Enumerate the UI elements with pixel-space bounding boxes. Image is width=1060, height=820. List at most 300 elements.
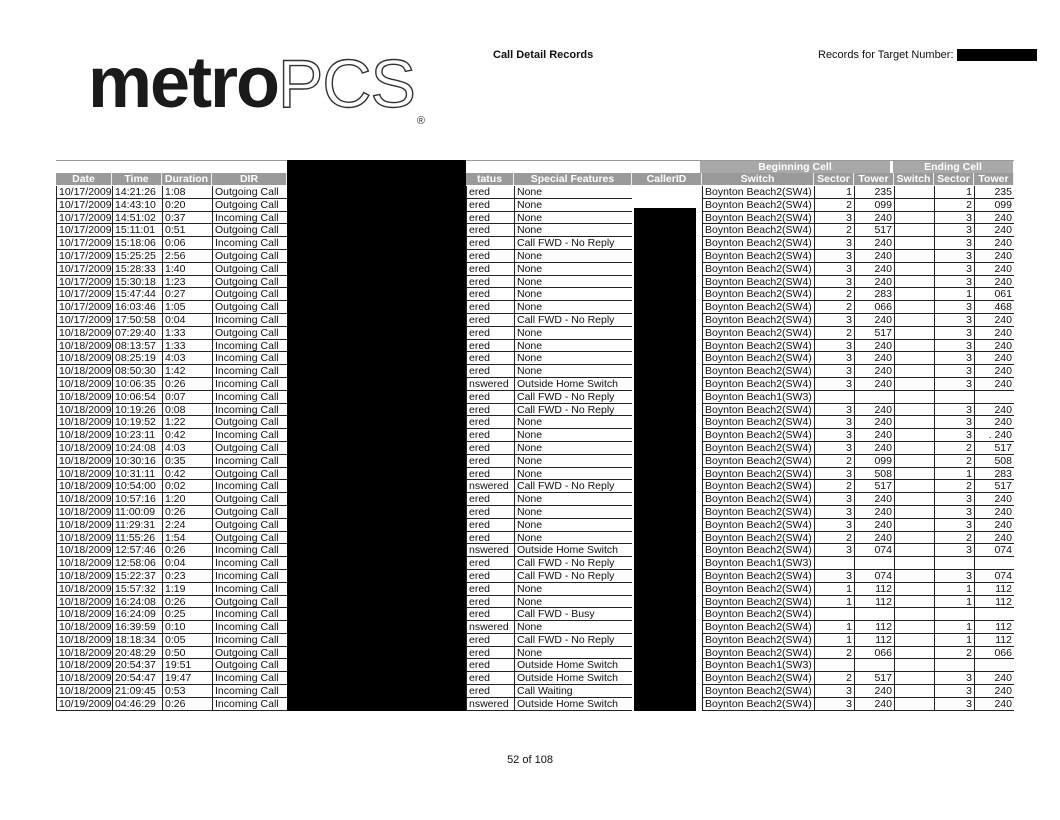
cell-end-switch xyxy=(894,544,934,557)
cell-end-switch xyxy=(894,557,934,570)
cell-end-sector: 3 xyxy=(934,519,974,532)
cell-time: 21:09:45 xyxy=(112,685,162,698)
cell-switch: Boynton Beach2(SW4) xyxy=(702,596,814,609)
cell-switch: Boynton Beach1(SW3) xyxy=(702,557,814,570)
cell-sector: 3 xyxy=(814,340,854,353)
cell-date: 10/18/2009 xyxy=(56,634,112,647)
cell-time: 16:39:59 xyxy=(112,621,162,634)
cell-duration: 0:07 xyxy=(162,391,212,404)
cell-end-sector: 3 xyxy=(934,404,974,417)
cell-special-features: Call FWD - No Reply xyxy=(514,314,632,327)
cell-end-sector: 3 xyxy=(934,365,974,378)
cell-time: 10:54:00 xyxy=(112,480,162,493)
cell-sector: 2 xyxy=(814,327,854,340)
cell-end-switch xyxy=(894,186,934,199)
cell-time: 20:48:29 xyxy=(112,647,162,660)
cell-status: ered xyxy=(466,506,514,519)
cell-end-tower: 240 xyxy=(974,404,1014,417)
col-header-end-tower: Tower xyxy=(974,173,1014,185)
cell-special-features: None xyxy=(514,288,632,301)
cell-dir: Outgoing Call xyxy=(212,647,287,660)
cell-end-tower: 517 xyxy=(974,442,1014,455)
cell-end-switch xyxy=(894,301,934,314)
cell-end-tower: 508 xyxy=(974,455,1014,468)
cell-end-tower xyxy=(974,659,1014,672)
cell-tower: 517 xyxy=(854,327,894,340)
cell-duration: 19:51 xyxy=(162,659,212,672)
cell-end-switch xyxy=(894,659,934,672)
cell-special-features: Outside Home Switch xyxy=(514,544,632,557)
col-header-status: tatus xyxy=(466,173,514,185)
cell-status: ered xyxy=(466,519,514,532)
cell-time: 08:50:30 xyxy=(112,365,162,378)
cell-end-switch xyxy=(894,199,934,212)
table-row xyxy=(56,659,1014,672)
cell-end-tower: 074 xyxy=(974,570,1014,583)
cell-status: ered xyxy=(466,583,514,596)
cell-date: 10/17/2009 xyxy=(56,186,112,199)
table-row xyxy=(56,596,1014,609)
cell-switch: Boynton Beach2(SW4) xyxy=(702,544,814,557)
cell-end-sector: 2 xyxy=(934,532,974,545)
cell-end-sector: 3 xyxy=(934,314,974,327)
cell-dir: Outgoing Call xyxy=(212,493,287,506)
cell-end-tower: 240 xyxy=(974,237,1014,250)
cell-sector: 2 xyxy=(814,647,854,660)
cell-end-switch xyxy=(894,212,934,225)
cell-status: ered xyxy=(466,493,514,506)
cell-end-sector: 3 xyxy=(934,672,974,685)
cell-tower: 099 xyxy=(854,455,894,468)
cell-date: 10/18/2009 xyxy=(56,442,112,455)
cell-tower: 112 xyxy=(854,621,894,634)
cell-time: 14:51:02 xyxy=(112,212,162,225)
cell-special-features: None xyxy=(514,621,632,634)
cell-dir: Incoming Call xyxy=(212,480,287,493)
cell-dir: Outgoing Call xyxy=(212,442,287,455)
col-header-tower: Tower xyxy=(854,173,894,185)
cell-date: 10/18/2009 xyxy=(56,519,112,532)
cell-duration: 0:05 xyxy=(162,634,212,647)
cell-date: 10/18/2009 xyxy=(56,416,112,429)
table-row xyxy=(56,416,1014,429)
cell-end-sector: 3 xyxy=(934,301,974,314)
cell-end-tower: 240 xyxy=(974,224,1014,237)
table-row xyxy=(56,301,1014,314)
cell-switch: Boynton Beach2(SW4) xyxy=(702,416,814,429)
cell-end-tower: 240 xyxy=(974,340,1014,353)
cell-switch: Boynton Beach2(SW4) xyxy=(702,608,814,621)
cell-end-sector: 3 xyxy=(934,698,974,711)
cell-date: 10/18/2009 xyxy=(56,659,112,672)
cell-sector xyxy=(814,557,854,570)
cell-switch: Boynton Beach2(SW4) xyxy=(702,263,814,276)
cell-status: nswered xyxy=(466,480,514,493)
cell-sector: 3 xyxy=(814,352,854,365)
cell-sector: 3 xyxy=(814,544,854,557)
cell-status: ered xyxy=(466,532,514,545)
cell-end-switch xyxy=(894,314,934,327)
cell-status: ered xyxy=(466,340,514,353)
cell-special-features: None xyxy=(514,186,632,199)
cell-switch: Boynton Beach2(SW4) xyxy=(702,455,814,468)
cell-tower: 240 xyxy=(854,365,894,378)
cell-end-tower: 240 xyxy=(974,263,1014,276)
cell-end-switch xyxy=(894,634,934,647)
col-header-end-sector: Sector xyxy=(934,173,974,185)
cell-end-tower: 240 xyxy=(974,698,1014,711)
cell-status: ered xyxy=(466,416,514,429)
cell-duration: 0:35 xyxy=(162,455,212,468)
cell-tower: 112 xyxy=(854,596,894,609)
cell-dir: Outgoing Call xyxy=(212,186,287,199)
cell-date: 10/18/2009 xyxy=(56,532,112,545)
cell-special-features: Call FWD - No Reply xyxy=(514,391,632,404)
cell-switch: Boynton Beach2(SW4) xyxy=(702,352,814,365)
table-row xyxy=(56,237,1014,250)
cell-time: 11:00:09 xyxy=(112,506,162,519)
cell-sector: 3 xyxy=(814,250,854,263)
cell-end-sector: 3 xyxy=(934,570,974,583)
table-row xyxy=(56,468,1014,481)
cell-special-features: None xyxy=(514,468,632,481)
cell-date: 10/18/2009 xyxy=(56,429,112,442)
cell-switch: Boynton Beach2(SW4) xyxy=(702,212,814,225)
cell-end-sector: 3 xyxy=(934,378,974,391)
cell-switch: Boynton Beach2(SW4) xyxy=(702,570,814,583)
cell-date: 10/17/2009 xyxy=(56,314,112,327)
cell-sector: 2 xyxy=(814,455,854,468)
page-number: 52 of 108 xyxy=(507,754,553,766)
cell-status: ered xyxy=(466,365,514,378)
cell-special-features: None xyxy=(514,416,632,429)
cell-end-tower: 240 xyxy=(974,212,1014,225)
cell-date: 10/18/2009 xyxy=(56,544,112,557)
cell-status: ered xyxy=(466,596,514,609)
table-row xyxy=(56,429,1014,442)
cell-switch: Boynton Beach2(SW4) xyxy=(702,340,814,353)
cell-switch: Boynton Beach2(SW4) xyxy=(702,442,814,455)
cell-dir: Outgoing Call xyxy=(212,659,287,672)
cell-tower: 240 xyxy=(854,404,894,417)
col-header-date: Date xyxy=(56,173,112,185)
cell-tower: 112 xyxy=(854,634,894,647)
cell-end-switch xyxy=(894,455,934,468)
cell-date: 10/18/2009 xyxy=(56,621,112,634)
cell-end-sector: 3 xyxy=(934,493,974,506)
cell-dir: Incoming Call xyxy=(212,404,287,417)
cell-date: 10/18/2009 xyxy=(56,557,112,570)
cell-time: 10:06:54 xyxy=(112,391,162,404)
cell-end-switch xyxy=(894,698,934,711)
table-row xyxy=(56,698,1014,711)
cell-dir: Outgoing Call xyxy=(212,276,287,289)
cell-status: ered xyxy=(466,404,514,417)
cell-special-features: None xyxy=(514,250,632,263)
cell-status: ered xyxy=(466,276,514,289)
cell-date: 10/18/2009 xyxy=(56,493,112,506)
cell-special-features: None xyxy=(514,301,632,314)
cell-time: 08:25:19 xyxy=(112,352,162,365)
cell-end-tower: 061 xyxy=(974,288,1014,301)
cell-status: ered xyxy=(466,327,514,340)
cell-duration: 1:33 xyxy=(162,327,212,340)
cell-sector: 3 xyxy=(814,506,854,519)
cell-duration: 1:20 xyxy=(162,493,212,506)
cell-switch: Boynton Beach2(SW4) xyxy=(702,519,814,532)
cell-end-tower: 240 xyxy=(974,416,1014,429)
cell-status: ered xyxy=(466,429,514,442)
cell-duration: 0:10 xyxy=(162,621,212,634)
cell-tower: 074 xyxy=(854,544,894,557)
cell-sector: 1 xyxy=(814,621,854,634)
cell-sector: 3 xyxy=(814,416,854,429)
cell-sector: 2 xyxy=(814,199,854,212)
cell-time: 16:24:09 xyxy=(112,608,162,621)
table-row xyxy=(56,519,1014,532)
cell-end-tower: 112 xyxy=(974,634,1014,647)
cell-tower: 240 xyxy=(854,263,894,276)
cell-end-switch xyxy=(894,532,934,545)
cell-special-features: Call FWD - No Reply xyxy=(514,404,632,417)
table-row xyxy=(56,583,1014,596)
cell-switch: Boynton Beach2(SW4) xyxy=(702,276,814,289)
cell-end-tower: 240 xyxy=(974,506,1014,519)
cell-special-features: None xyxy=(514,442,632,455)
cell-end-sector: 2 xyxy=(934,647,974,660)
cell-date: 10/18/2009 xyxy=(56,596,112,609)
cell-dir: Outgoing Call xyxy=(212,468,287,481)
cell-duration: 0:51 xyxy=(162,224,212,237)
cell-time: 08:13:57 xyxy=(112,340,162,353)
col-header-dir: DIR xyxy=(212,173,287,185)
cell-tower: 240 xyxy=(854,250,894,263)
cell-time: 10:19:26 xyxy=(112,404,162,417)
cell-sector: 2 xyxy=(814,672,854,685)
cell-special-features: Call Waiting xyxy=(514,685,632,698)
cell-time: 14:21:26 xyxy=(112,186,162,199)
cell-date: 10/18/2009 xyxy=(56,455,112,468)
cell-sector: 3 xyxy=(814,237,854,250)
table-row xyxy=(56,685,1014,698)
redaction-block-callerid xyxy=(634,208,696,711)
cell-switch: Boynton Beach2(SW4) xyxy=(702,583,814,596)
cell-status: ered xyxy=(466,199,514,212)
cell-date: 10/18/2009 xyxy=(56,327,112,340)
cell-end-sector: 3 xyxy=(934,327,974,340)
cell-sector xyxy=(814,659,854,672)
cell-time: 20:54:47 xyxy=(112,672,162,685)
cell-end-sector: 1 xyxy=(934,621,974,634)
cell-end-tower: 235 xyxy=(974,186,1014,199)
cell-date: 10/18/2009 xyxy=(56,391,112,404)
cell-time: 15:11:01 xyxy=(112,224,162,237)
cell-end-sector: 3 xyxy=(934,352,974,365)
cell-end-sector xyxy=(934,391,974,404)
cell-switch: Boynton Beach2(SW4) xyxy=(702,288,814,301)
cell-special-features: Call FWD - No Reply xyxy=(514,480,632,493)
cell-dir: Incoming Call xyxy=(212,608,287,621)
cell-duration: 2:24 xyxy=(162,519,212,532)
cell-time: 07:29:40 xyxy=(112,327,162,340)
cell-sector: 2 xyxy=(814,301,854,314)
cell-status: ered xyxy=(466,557,514,570)
cell-tower xyxy=(854,391,894,404)
cell-tower: 240 xyxy=(854,378,894,391)
cell-tower: 099 xyxy=(854,199,894,212)
table-row xyxy=(56,340,1014,353)
cell-special-features: None xyxy=(514,365,632,378)
cell-status: ered xyxy=(466,468,514,481)
cell-time: 16:03:46 xyxy=(112,301,162,314)
cell-special-features: None xyxy=(514,263,632,276)
logo-metro: metro xyxy=(88,43,279,123)
cell-switch: Boynton Beach2(SW4) xyxy=(702,237,814,250)
cell-tower: 240 xyxy=(854,698,894,711)
cell-duration: 0:08 xyxy=(162,404,212,417)
cell-tower: 517 xyxy=(854,672,894,685)
cell-end-tower: 240 xyxy=(974,365,1014,378)
cell-sector: 3 xyxy=(814,263,854,276)
beginning-cell-group-header: Beginning Cell xyxy=(700,161,890,173)
cell-date: 10/17/2009 xyxy=(56,212,112,225)
cell-status: ered xyxy=(466,212,514,225)
cell-time: 15:30:18 xyxy=(112,276,162,289)
ending-cell-group-header: Ending Cell xyxy=(893,161,1013,173)
cell-time: 17:50:58 xyxy=(112,314,162,327)
table-row xyxy=(56,570,1014,583)
cell-sector xyxy=(814,608,854,621)
cell-dir: Outgoing Call xyxy=(212,301,287,314)
cell-date: 10/18/2009 xyxy=(56,352,112,365)
cell-date: 10/17/2009 xyxy=(56,250,112,263)
cell-dir: Incoming Call xyxy=(212,314,287,327)
cell-end-sector: 2 xyxy=(934,442,974,455)
cell-dir: Incoming Call xyxy=(212,570,287,583)
cell-end-sector: 3 xyxy=(934,506,974,519)
table-row xyxy=(56,493,1014,506)
cell-dir: Outgoing Call xyxy=(212,416,287,429)
cell-status: ered xyxy=(466,455,514,468)
table-row xyxy=(56,621,1014,634)
cell-tower: 283 xyxy=(854,288,894,301)
cell-special-features: None xyxy=(514,429,632,442)
cell-dir: Incoming Call xyxy=(212,340,287,353)
cell-special-features: None xyxy=(514,583,632,596)
table-row xyxy=(56,199,1014,212)
cell-time: 15:18:06 xyxy=(112,237,162,250)
cell-end-sector: 2 xyxy=(934,199,974,212)
cell-end-tower: 240 xyxy=(974,493,1014,506)
cell-tower: 240 xyxy=(854,314,894,327)
cell-duration: 0:23 xyxy=(162,570,212,583)
cell-end-switch xyxy=(894,365,934,378)
cell-end-tower: 468 xyxy=(974,301,1014,314)
cell-end-switch xyxy=(894,250,934,263)
cell-status: ered xyxy=(466,301,514,314)
cell-end-tower: 240 xyxy=(974,352,1014,365)
cell-tower xyxy=(854,659,894,672)
cell-special-features: Outside Home Switch xyxy=(514,672,632,685)
col-header-switch: Switch xyxy=(702,173,814,185)
cell-time: 20:54:37 xyxy=(112,659,162,672)
cell-end-switch xyxy=(894,224,934,237)
report-title: Call Detail Records xyxy=(493,49,594,61)
cell-tower: 240 xyxy=(854,237,894,250)
cell-end-switch xyxy=(894,583,934,596)
cell-duration: 0:26 xyxy=(162,596,212,609)
cell-duration: 0:37 xyxy=(162,212,212,225)
table-row xyxy=(56,250,1014,263)
cell-end-tower: 240 xyxy=(974,327,1014,340)
cell-duration: 0:25 xyxy=(162,608,212,621)
cell-sector: 2 xyxy=(814,532,854,545)
redaction-block-numbers xyxy=(287,160,466,711)
cell-tower: 112 xyxy=(854,583,894,596)
cell-switch: Boynton Beach2(SW4) xyxy=(702,480,814,493)
cell-end-switch xyxy=(894,327,934,340)
cell-date: 10/17/2009 xyxy=(56,288,112,301)
cell-end-sector: 3 xyxy=(934,416,974,429)
cell-duration: 1:23 xyxy=(162,276,212,289)
cell-tower: 240 xyxy=(854,212,894,225)
cell-special-features: None xyxy=(514,647,632,660)
cell-status: ered xyxy=(466,288,514,301)
cell-end-switch xyxy=(894,647,934,660)
cell-dir: Incoming Call xyxy=(212,352,287,365)
cell-end-tower: 112 xyxy=(974,583,1014,596)
cell-tower xyxy=(854,608,894,621)
cell-status: ered xyxy=(466,250,514,263)
table-row xyxy=(56,455,1014,468)
cell-dir: Outgoing Call xyxy=(212,199,287,212)
cell-special-features: Call FWD - No Reply xyxy=(514,570,632,583)
cell-tower: 240 xyxy=(854,506,894,519)
col-header-special-features: Special Features xyxy=(514,173,632,185)
cell-end-switch xyxy=(894,608,934,621)
cell-switch: Boynton Beach2(SW4) xyxy=(702,224,814,237)
table-row xyxy=(56,404,1014,417)
cell-end-sector: 3 xyxy=(934,212,974,225)
cell-dir: Incoming Call xyxy=(212,429,287,442)
cell-dir: Incoming Call xyxy=(212,583,287,596)
cell-dir: Outgoing Call xyxy=(212,250,287,263)
cell-duration: 1:19 xyxy=(162,583,212,596)
cell-end-tower: . 240 xyxy=(974,429,1014,442)
cell-date: 10/18/2009 xyxy=(56,583,112,596)
table-row xyxy=(56,647,1014,660)
cell-dir: Incoming Call xyxy=(212,455,287,468)
table-row xyxy=(56,365,1014,378)
cell-switch: Boynton Beach2(SW4) xyxy=(702,532,814,545)
cell-end-switch xyxy=(894,519,934,532)
cell-time: 18:18:34 xyxy=(112,634,162,647)
cell-end-sector: 1 xyxy=(934,596,974,609)
cell-duration: 1:33 xyxy=(162,340,212,353)
cell-duration: 0:20 xyxy=(162,199,212,212)
cell-date: 10/17/2009 xyxy=(56,199,112,212)
cell-duration: 0:26 xyxy=(162,378,212,391)
cell-duration: 2:56 xyxy=(162,250,212,263)
cell-end-sector: 2 xyxy=(934,480,974,493)
cell-end-tower: 112 xyxy=(974,621,1014,634)
table-row xyxy=(56,557,1014,570)
cell-end-switch xyxy=(894,596,934,609)
cell-end-tower: 112 xyxy=(974,596,1014,609)
cell-duration: 0:06 xyxy=(162,237,212,250)
cell-dir: Incoming Call xyxy=(212,672,287,685)
cell-sector: 3 xyxy=(814,276,854,289)
